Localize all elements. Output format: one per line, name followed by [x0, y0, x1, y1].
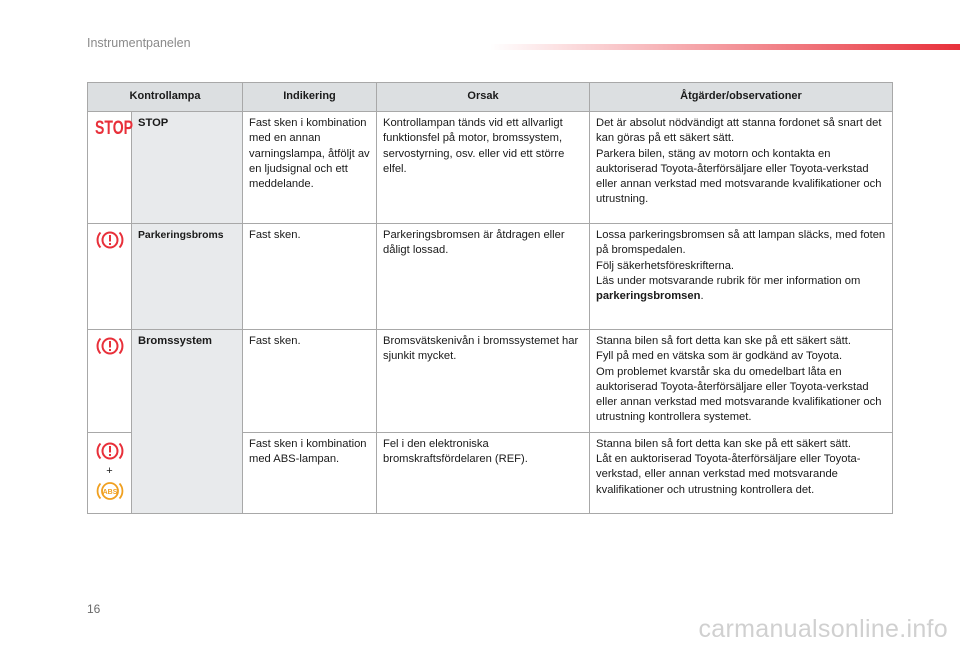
plus-sign: + [106, 464, 113, 477]
cause-text: Kontrollampan tänds vid ett allvarligt funktionsfel på motor, bromssystem, servostyrning, osv. eller vid ett större elfel. [377, 112, 590, 224]
lamp-name: STOP [132, 112, 243, 224]
stop-icon-text: STOP [95, 118, 134, 139]
warning-lamp-table [87, 82, 893, 514]
icon-cell [88, 432, 132, 513]
table-header-row [88, 83, 893, 112]
column-header-indication: Indikering [243, 83, 377, 112]
icon-cell [88, 224, 132, 330]
page-number: 16 [87, 602, 101, 616]
table-row [88, 112, 893, 224]
action-emphasis: parkeringsbromsen [596, 290, 701, 303]
action-text [590, 330, 893, 433]
table-row [88, 330, 893, 433]
cause-text: Parkeringsbromsen är åtdragen eller dåligt lossad. [377, 224, 590, 330]
cause-text: Fel i den elektroniska bromskraftsfördelaren (REF). [377, 432, 590, 513]
action-body: Stanna bilen så fort detta kan ske på ett säkert sätt. Fyll på med en vätska som är godkänd av Toyota. Om problemet kvarstår ska du omedelbart låta en auktoriserad Toyota-återförsäljare eller Toyota-verkstad eller annan verkstad med motsvarande kvalifikationer och utrustning kontrollera systemet. [596, 335, 882, 424]
stop-warning-icon [94, 116, 134, 138]
indication-text: Fast sken i kombination med en annan varningslampa, åtföljt av en ljudsignal och ett meddelande. [243, 112, 377, 224]
icon-cell [88, 330, 132, 433]
action-text [590, 112, 893, 224]
column-header-lamp: Kontrollampa [88, 83, 243, 112]
watermark: carmanualsonline.info [698, 615, 948, 643]
table-row [88, 224, 893, 330]
cause-text: Bromsvätskenivån i bromssystemet har sjunkit mycket. [377, 330, 590, 433]
action-text [590, 224, 893, 330]
abs-warning-icon [94, 479, 126, 503]
indication-text: Fast sken. [243, 224, 377, 330]
lamp-name: Bromssystem [132, 330, 243, 514]
icon-cell [88, 112, 132, 224]
section-title: Instrumentpanelen [87, 36, 191, 50]
brake-warning-icon [94, 228, 126, 252]
indication-text: Fast sken i kombination med ABS-lampan. [243, 432, 377, 513]
lamp-name: Parkeringsbroms [132, 224, 243, 330]
brake-warning-icon [94, 439, 126, 463]
action-body: Lossa parkeringsbromsen så att lampan släcks, med foten på bromspedalen. Följ säkerhetsföreskrifterna. Läs under motsvarande rubrik för mer information om [596, 229, 886, 287]
action-body: Stanna bilen så fort detta kan ske på ett säkert sätt. Låt en auktoriserad Toyota-återförsäljare eller Toyota-verkstad, eller annan verkstad med motsvarande kvalifikationer och utrustning kontrollera det. [596, 437, 861, 496]
column-header-cause: Orsak [377, 83, 590, 112]
brake-warning-icon [94, 334, 126, 358]
action-text [590, 432, 893, 513]
abs-icon-text: ABS [102, 488, 118, 496]
indication-text: Fast sken. [243, 330, 377, 433]
header-accent-bar [490, 44, 960, 50]
action-end: . [700, 290, 704, 303]
action-body: Det är absolut nödvändigt att stanna fordonet så snart det kan göras på ett säkert sätt. Parkera bilen, stäng av motorn och kontakta en auktoriserad Toyota-återförsäljare eller Toyota-verkstad eller annan verkstad med motsvarande kvalifikationer och utrustning. [596, 117, 882, 206]
column-header-action: Åtgärder/observationer [590, 83, 893, 112]
